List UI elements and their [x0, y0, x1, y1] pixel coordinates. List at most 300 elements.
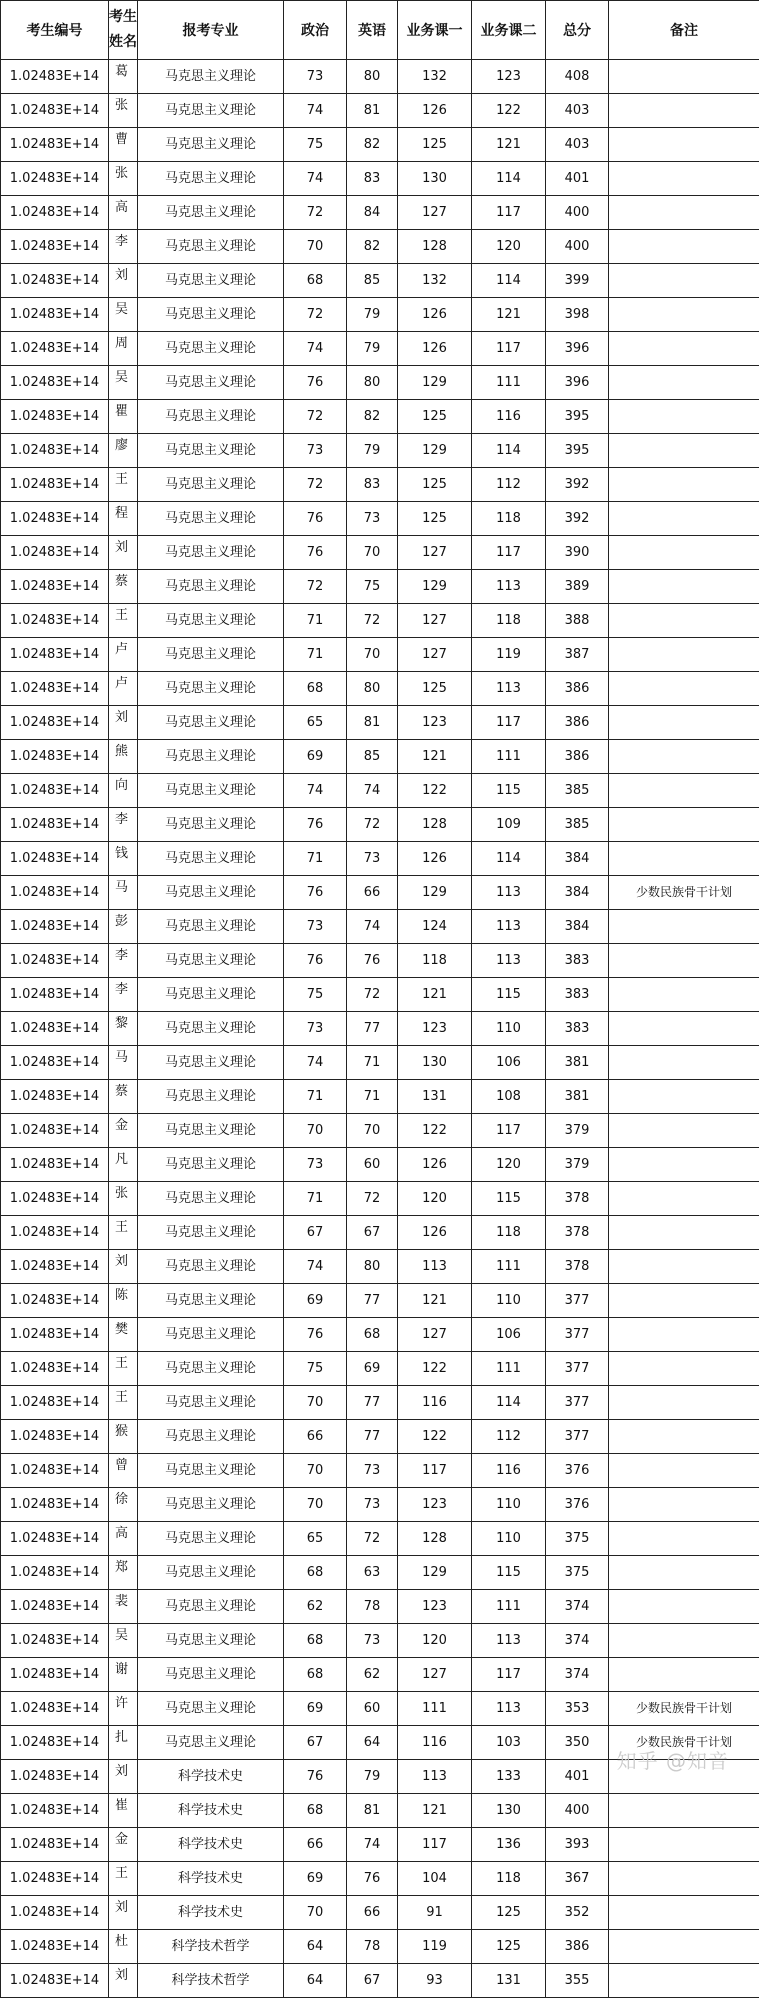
- table-row: [1, 1318, 759, 1352]
- cell-course2: 115: [472, 1556, 546, 1590]
- table-row: [1, 1692, 759, 1726]
- cell-name: 吴: [109, 298, 138, 332]
- cell-major: 马克思主义理论: [138, 1454, 284, 1488]
- cell-course2: 136: [472, 1828, 546, 1862]
- cell-politics: 74: [284, 774, 347, 808]
- cell-total: 395: [546, 434, 609, 468]
- cell-course2: 110: [472, 1284, 546, 1318]
- cell-english: 72: [347, 1182, 398, 1216]
- cell-remark: [609, 128, 759, 162]
- table-row: [1, 808, 759, 842]
- cell-english: 80: [347, 60, 398, 94]
- cell-name: 杜: [109, 1930, 138, 1964]
- cell-total: 383: [546, 1012, 609, 1046]
- cell-english: 60: [347, 1692, 398, 1726]
- cell-name: 猴: [109, 1420, 138, 1454]
- table-row: [1, 1488, 759, 1522]
- cell-remark: [609, 638, 759, 672]
- cell-course1: 124: [398, 910, 472, 944]
- cell-course1: 127: [398, 536, 472, 570]
- table-row: [1, 502, 759, 536]
- cell-course1: 127: [398, 196, 472, 230]
- cell-id: 1.02483E+14: [1, 434, 109, 468]
- cell-course1: 121: [398, 1794, 472, 1828]
- table-row: [1, 1862, 759, 1896]
- cell-id: 1.02483E+14: [1, 94, 109, 128]
- cell-name: 曹: [109, 128, 138, 162]
- cell-course1: 116: [398, 1726, 472, 1760]
- cell-total: 390: [546, 536, 609, 570]
- cell-english: 76: [347, 944, 398, 978]
- cell-total: 398: [546, 298, 609, 332]
- cell-id: 1.02483E+14: [1, 536, 109, 570]
- cell-id: 1.02483E+14: [1, 1964, 109, 1998]
- cell-english: 79: [347, 332, 398, 366]
- cell-id: 1.02483E+14: [1, 60, 109, 94]
- table-row: [1, 1284, 759, 1318]
- cell-name: 崔: [109, 1794, 138, 1828]
- header-english: 英语: [347, 1, 398, 60]
- cell-english: 64: [347, 1726, 398, 1760]
- cell-id: 1.02483E+14: [1, 1760, 109, 1794]
- cell-remark: [609, 706, 759, 740]
- cell-course1: 91: [398, 1896, 472, 1930]
- cell-course2: 113: [472, 910, 546, 944]
- cell-english: 71: [347, 1080, 398, 1114]
- cell-course1: 129: [398, 876, 472, 910]
- cell-course1: 125: [398, 502, 472, 536]
- cell-course1: 117: [398, 1454, 472, 1488]
- cell-remark: [609, 1964, 759, 1998]
- cell-major: 科学技术史: [138, 1862, 284, 1896]
- cell-course1: 125: [398, 672, 472, 706]
- cell-politics: 64: [284, 1964, 347, 1998]
- cell-total: 400: [546, 230, 609, 264]
- cell-english: 73: [347, 1488, 398, 1522]
- cell-major: 马克思主义理论: [138, 1046, 284, 1080]
- cell-remark: [609, 502, 759, 536]
- table-row: [1, 1828, 759, 1862]
- cell-total: 377: [546, 1386, 609, 1420]
- cell-politics: 68: [284, 1556, 347, 1590]
- cell-remark: [609, 978, 759, 1012]
- cell-total: 379: [546, 1148, 609, 1182]
- cell-major: 马克思主义理论: [138, 1182, 284, 1216]
- cell-remark: [609, 842, 759, 876]
- cell-course2: 117: [472, 1658, 546, 1692]
- cell-id: 1.02483E+14: [1, 1862, 109, 1896]
- cell-id: 1.02483E+14: [1, 638, 109, 672]
- cell-course1: 93: [398, 1964, 472, 1998]
- table-row: [1, 1250, 759, 1284]
- cell-major: 马克思主义理论: [138, 264, 284, 298]
- cell-id: 1.02483E+14: [1, 502, 109, 536]
- cell-course2: 103: [472, 1726, 546, 1760]
- cell-course1: 104: [398, 1862, 472, 1896]
- cell-politics: 72: [284, 570, 347, 604]
- header-major: 报考专业: [138, 1, 284, 60]
- table-row: [1, 1182, 759, 1216]
- cell-id: 1.02483E+14: [1, 910, 109, 944]
- header-politics: 政治: [284, 1, 347, 60]
- table-row: [1, 1794, 759, 1828]
- cell-politics: 76: [284, 536, 347, 570]
- cell-total: 367: [546, 1862, 609, 1896]
- cell-course1: 132: [398, 60, 472, 94]
- cell-name: 周: [109, 332, 138, 366]
- cell-remark: [609, 570, 759, 604]
- cell-course2: 114: [472, 842, 546, 876]
- cell-english: 69: [347, 1352, 398, 1386]
- cell-course1: 119: [398, 1930, 472, 1964]
- cell-id: 1.02483E+14: [1, 264, 109, 298]
- cell-total: 388: [546, 604, 609, 638]
- cell-english: 62: [347, 1658, 398, 1692]
- cell-major: 科学技术史: [138, 1896, 284, 1930]
- cell-name: 曾: [109, 1454, 138, 1488]
- cell-remark: [609, 1794, 759, 1828]
- cell-total: 376: [546, 1454, 609, 1488]
- table-body: [1, 60, 759, 1998]
- table-row: [1, 1012, 759, 1046]
- cell-politics: 75: [284, 978, 347, 1012]
- cell-remark: [609, 1862, 759, 1896]
- cell-name: 刘: [109, 1896, 138, 1930]
- cell-id: 1.02483E+14: [1, 1318, 109, 1352]
- cell-major: 马克思主义理论: [138, 1114, 284, 1148]
- cell-course2: 111: [472, 740, 546, 774]
- header-course1: 业务课一: [398, 1, 472, 60]
- cell-course2: 117: [472, 536, 546, 570]
- header-name: 考生姓名: [109, 1, 138, 60]
- cell-id: 1.02483E+14: [1, 1046, 109, 1080]
- table-row: [1, 1658, 759, 1692]
- cell-course1: 126: [398, 94, 472, 128]
- cell-remark: [609, 944, 759, 978]
- cell-total: 377: [546, 1284, 609, 1318]
- cell-total: 386: [546, 672, 609, 706]
- cell-remark: [609, 332, 759, 366]
- cell-total: 376: [546, 1488, 609, 1522]
- cell-total: 352: [546, 1896, 609, 1930]
- cell-id: 1.02483E+14: [1, 672, 109, 706]
- cell-politics: 73: [284, 60, 347, 94]
- cell-english: 80: [347, 1250, 398, 1284]
- cell-major: 马克思主义理论: [138, 706, 284, 740]
- table-row: [1, 162, 759, 196]
- cell-major: 马克思主义理论: [138, 1624, 284, 1658]
- cell-english: 83: [347, 468, 398, 502]
- cell-politics: 71: [284, 638, 347, 672]
- cell-politics: 70: [284, 1114, 347, 1148]
- cell-major: 马克思主义理论: [138, 1386, 284, 1420]
- cell-course1: 116: [398, 1386, 472, 1420]
- cell-id: 1.02483E+14: [1, 1352, 109, 1386]
- cell-name: 刘: [109, 1964, 138, 1998]
- cell-total: 377: [546, 1352, 609, 1386]
- cell-politics: 72: [284, 468, 347, 502]
- cell-major: 马克思主义理论: [138, 1216, 284, 1250]
- cell-total: 379: [546, 1114, 609, 1148]
- cell-course1: 123: [398, 1590, 472, 1624]
- cell-course2: 122: [472, 94, 546, 128]
- cell-id: 1.02483E+14: [1, 1386, 109, 1420]
- cell-course1: 126: [398, 1216, 472, 1250]
- cell-name: 葛: [109, 60, 138, 94]
- cell-total: 395: [546, 400, 609, 434]
- table-row: [1, 366, 759, 400]
- cell-major: 马克思主义理论: [138, 978, 284, 1012]
- cell-remark: [609, 1318, 759, 1352]
- cell-course1: 123: [398, 1488, 472, 1522]
- cell-course1: 126: [398, 298, 472, 332]
- cell-total: 386: [546, 706, 609, 740]
- cell-total: 381: [546, 1080, 609, 1114]
- cell-english: 85: [347, 740, 398, 774]
- table-row: [1, 706, 759, 740]
- cell-name: 金: [109, 1828, 138, 1862]
- cell-remark: [609, 536, 759, 570]
- cell-total: 381: [546, 1046, 609, 1080]
- cell-politics: 69: [284, 740, 347, 774]
- cell-major: 马克思主义理论: [138, 1522, 284, 1556]
- cell-id: 1.02483E+14: [1, 1930, 109, 1964]
- cell-major: 马克思主义理论: [138, 366, 284, 400]
- cell-remark: [609, 1250, 759, 1284]
- cell-course1: 118: [398, 944, 472, 978]
- cell-major: 马克思主义理论: [138, 1250, 284, 1284]
- cell-name: 金: [109, 1114, 138, 1148]
- cell-id: 1.02483E+14: [1, 298, 109, 332]
- cell-name: 刘: [109, 536, 138, 570]
- table-row: [1, 536, 759, 570]
- cell-english: 76: [347, 1862, 398, 1896]
- cell-course1: 128: [398, 1522, 472, 1556]
- cell-course2: 108: [472, 1080, 546, 1114]
- cell-id: 1.02483E+14: [1, 1794, 109, 1828]
- cell-id: 1.02483E+14: [1, 604, 109, 638]
- cell-total: 396: [546, 366, 609, 400]
- cell-politics: 76: [284, 366, 347, 400]
- table-row: [1, 60, 759, 94]
- table-row: [1, 1896, 759, 1930]
- cell-politics: 68: [284, 1658, 347, 1692]
- cell-name: 彭: [109, 910, 138, 944]
- cell-major: 马克思主义理论: [138, 774, 284, 808]
- cell-name: 樊: [109, 1318, 138, 1352]
- cell-name: 李: [109, 944, 138, 978]
- cell-english: 82: [347, 400, 398, 434]
- cell-id: 1.02483E+14: [1, 332, 109, 366]
- table-row: [1, 1930, 759, 1964]
- table-row: [1, 978, 759, 1012]
- cell-name: 许: [109, 1692, 138, 1726]
- cell-major: 马克思主义理论: [138, 298, 284, 332]
- cell-name: 刘: [109, 1760, 138, 1794]
- cell-major: 马克思主义理论: [138, 1692, 284, 1726]
- cell-course1: 120: [398, 1624, 472, 1658]
- cell-remark: 少数民族骨干计划: [609, 1692, 759, 1726]
- cell-major: 马克思主义理论: [138, 230, 284, 264]
- cell-major: 马克思主义理论: [138, 1556, 284, 1590]
- cell-course2: 115: [472, 774, 546, 808]
- cell-total: 400: [546, 1794, 609, 1828]
- cell-politics: 71: [284, 604, 347, 638]
- cell-total: 384: [546, 876, 609, 910]
- cell-course2: 115: [472, 978, 546, 1012]
- cell-course2: 117: [472, 1114, 546, 1148]
- cell-course1: 113: [398, 1760, 472, 1794]
- cell-total: 385: [546, 774, 609, 808]
- cell-remark: [609, 910, 759, 944]
- cell-name: 高: [109, 196, 138, 230]
- cell-id: 1.02483E+14: [1, 1624, 109, 1658]
- cell-politics: 74: [284, 94, 347, 128]
- cell-politics: 71: [284, 842, 347, 876]
- cell-course1: 126: [398, 1148, 472, 1182]
- cell-remark: [609, 94, 759, 128]
- cell-remark: [609, 1624, 759, 1658]
- cell-english: 81: [347, 1794, 398, 1828]
- table-row: [1, 944, 759, 978]
- cell-name: 扎: [109, 1726, 138, 1760]
- cell-english: 63: [347, 1556, 398, 1590]
- cell-course1: 123: [398, 1012, 472, 1046]
- cell-remark: [609, 60, 759, 94]
- cell-name: 李: [109, 978, 138, 1012]
- cell-major: 马克思主义理论: [138, 536, 284, 570]
- table-row: [1, 842, 759, 876]
- cell-major: 马克思主义理论: [138, 570, 284, 604]
- cell-english: 77: [347, 1012, 398, 1046]
- cell-politics: 73: [284, 1148, 347, 1182]
- header-course2: 业务课二: [472, 1, 546, 60]
- cell-politics: 76: [284, 944, 347, 978]
- cell-politics: 64: [284, 1930, 347, 1964]
- cell-politics: 65: [284, 706, 347, 740]
- cell-remark: [609, 162, 759, 196]
- cell-remark: [609, 1420, 759, 1454]
- cell-id: 1.02483E+14: [1, 400, 109, 434]
- cell-major: 马克思主义理论: [138, 842, 284, 876]
- cell-course2: 113: [472, 570, 546, 604]
- cell-remark: [609, 1046, 759, 1080]
- cell-total: 374: [546, 1658, 609, 1692]
- cell-remark: [609, 468, 759, 502]
- cell-remark: [609, 1590, 759, 1624]
- cell-english: 60: [347, 1148, 398, 1182]
- cell-english: 82: [347, 230, 398, 264]
- cell-course2: 118: [472, 1216, 546, 1250]
- cell-course2: 111: [472, 1250, 546, 1284]
- cell-english: 66: [347, 1896, 398, 1930]
- cell-politics: 70: [284, 230, 347, 264]
- cell-remark: [609, 1216, 759, 1250]
- cell-english: 84: [347, 196, 398, 230]
- cell-english: 73: [347, 1454, 398, 1488]
- cell-id: 1.02483E+14: [1, 808, 109, 842]
- cell-total: 393: [546, 1828, 609, 1862]
- cell-politics: 76: [284, 876, 347, 910]
- cell-total: 386: [546, 740, 609, 774]
- cell-total: 383: [546, 944, 609, 978]
- table-row: [1, 230, 759, 264]
- cell-id: 1.02483E+14: [1, 1080, 109, 1114]
- cell-total: 400: [546, 196, 609, 230]
- header-total: 总分: [546, 1, 609, 60]
- cell-total: 384: [546, 910, 609, 944]
- cell-remark: [609, 1488, 759, 1522]
- table-row: [1, 196, 759, 230]
- cell-politics: 67: [284, 1726, 347, 1760]
- cell-name: 刘: [109, 264, 138, 298]
- cell-course1: 125: [398, 468, 472, 502]
- table-row: [1, 1420, 759, 1454]
- cell-english: 81: [347, 94, 398, 128]
- cell-name: 高: [109, 1522, 138, 1556]
- cell-politics: 73: [284, 434, 347, 468]
- cell-total: 387: [546, 638, 609, 672]
- cell-remark: 少数民族骨干计划: [609, 1726, 759, 1760]
- cell-id: 1.02483E+14: [1, 1148, 109, 1182]
- table-row: [1, 400, 759, 434]
- cell-major: 科学技术哲学: [138, 1930, 284, 1964]
- cell-course2: 114: [472, 434, 546, 468]
- cell-course1: 126: [398, 332, 472, 366]
- cell-major: 马克思主义理论: [138, 876, 284, 910]
- cell-english: 70: [347, 638, 398, 672]
- cell-english: 78: [347, 1590, 398, 1624]
- cell-total: 374: [546, 1590, 609, 1624]
- cell-major: 马克思主义理论: [138, 94, 284, 128]
- table-row: [1, 604, 759, 638]
- cell-english: 80: [347, 366, 398, 400]
- table-row: [1, 1352, 759, 1386]
- cell-politics: 73: [284, 910, 347, 944]
- cell-course2: 110: [472, 1522, 546, 1556]
- cell-name: 王: [109, 468, 138, 502]
- cell-major: 马克思主义理论: [138, 502, 284, 536]
- table-row: [1, 910, 759, 944]
- table-row: [1, 774, 759, 808]
- cell-politics: 70: [284, 1488, 347, 1522]
- cell-name: 程: [109, 502, 138, 536]
- cell-name: 凡: [109, 1148, 138, 1182]
- cell-id: 1.02483E+14: [1, 774, 109, 808]
- cell-major: 马克思主义理论: [138, 128, 284, 162]
- table-row: [1, 1522, 759, 1556]
- table-row: [1, 570, 759, 604]
- cell-remark: [609, 1386, 759, 1420]
- cell-total: 384: [546, 842, 609, 876]
- cell-remark: [609, 1352, 759, 1386]
- cell-major: 马克思主义理论: [138, 1318, 284, 1352]
- cell-course2: 117: [472, 196, 546, 230]
- cell-course2: 109: [472, 808, 546, 842]
- cell-english: 82: [347, 128, 398, 162]
- cell-id: 1.02483E+14: [1, 1692, 109, 1726]
- cell-id: 1.02483E+14: [1, 1284, 109, 1318]
- cell-name: 吴: [109, 366, 138, 400]
- cell-politics: 68: [284, 1624, 347, 1658]
- cell-course1: 129: [398, 570, 472, 604]
- cell-remark: [609, 1114, 759, 1148]
- cell-total: 385: [546, 808, 609, 842]
- cell-major: 马克思主义理论: [138, 944, 284, 978]
- table-row: [1, 332, 759, 366]
- cell-total: 401: [546, 162, 609, 196]
- cell-course1: 129: [398, 434, 472, 468]
